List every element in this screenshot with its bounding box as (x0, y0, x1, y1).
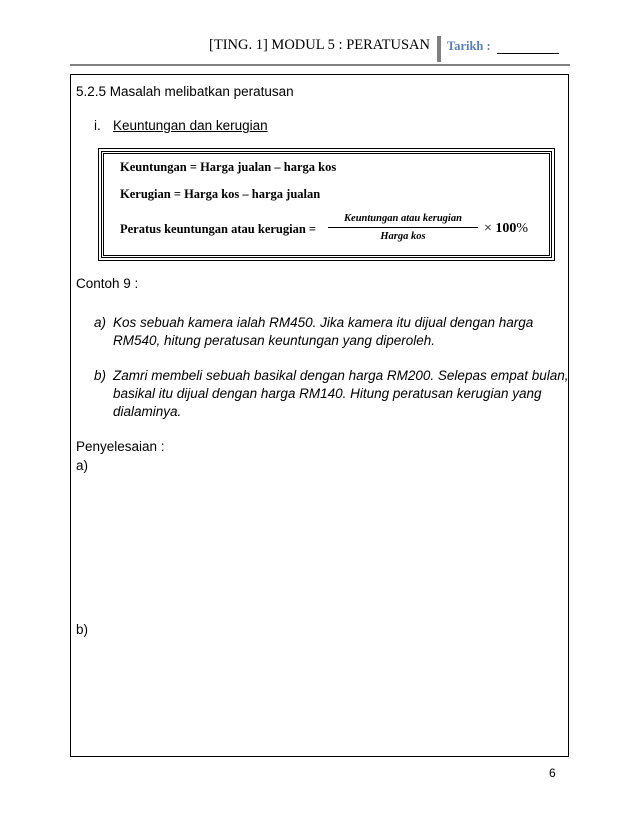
percent-fraction (328, 213, 478, 242)
profit-formula: Keuntungan = Harga jualan – harga kos (120, 160, 337, 174)
solution-title: Penyelesaian : (76, 439, 165, 454)
example-b-label: b) (94, 368, 107, 383)
date-blank-line (497, 53, 559, 54)
example-b-line2: basikal itu dijual dengan harga RM140. Hitung peratusan kerugian yang (113, 386, 542, 401)
subsection-title: Keuntungan dan kerugian (113, 118, 268, 133)
times-hundred (484, 221, 528, 237)
times-sign: × (484, 221, 492, 236)
example-a-line2: RM540, hitung peratusan keuntungan yang diperoleh. (113, 333, 435, 348)
header-rule (70, 64, 570, 66)
hundred-value: 100 (495, 221, 517, 236)
subsection-number: i. (94, 118, 101, 133)
section-heading: 5.2.5 Masalah melibatkan peratusan (76, 84, 294, 99)
page-number: 6 (549, 766, 556, 780)
fraction-denominator: Harga kos (380, 231, 426, 242)
example-a-line1: Kos sebuah kamera ialah RM450. Jika kamera itu dijual dengan harga (113, 315, 534, 330)
percent-sign: % (516, 221, 529, 236)
example-title: Contoh 9 : (76, 276, 139, 291)
loss-formula: Kerugian = Harga kos – harga jualan (120, 187, 321, 201)
example-a-label: a) (94, 315, 107, 330)
date-label: Tarikh : (447, 39, 491, 53)
example-b-line3: dialaminya. (113, 404, 182, 419)
fraction-numerator: Keuntungan atau kerugian (328, 213, 478, 228)
solution-b-label: b) (76, 622, 89, 637)
percent-formula-label: Peratus keuntungan atau kerugian = (120, 222, 317, 236)
header-title: [TING. 1] MODUL 5 : PERATUSAN (209, 37, 430, 53)
example-b-line1: Zamri membeli sebuah basikal dengan harga RM200. Selepas empat bulan, (113, 368, 569, 383)
header-divider (437, 36, 441, 62)
solution-a-label: a) (76, 458, 89, 473)
